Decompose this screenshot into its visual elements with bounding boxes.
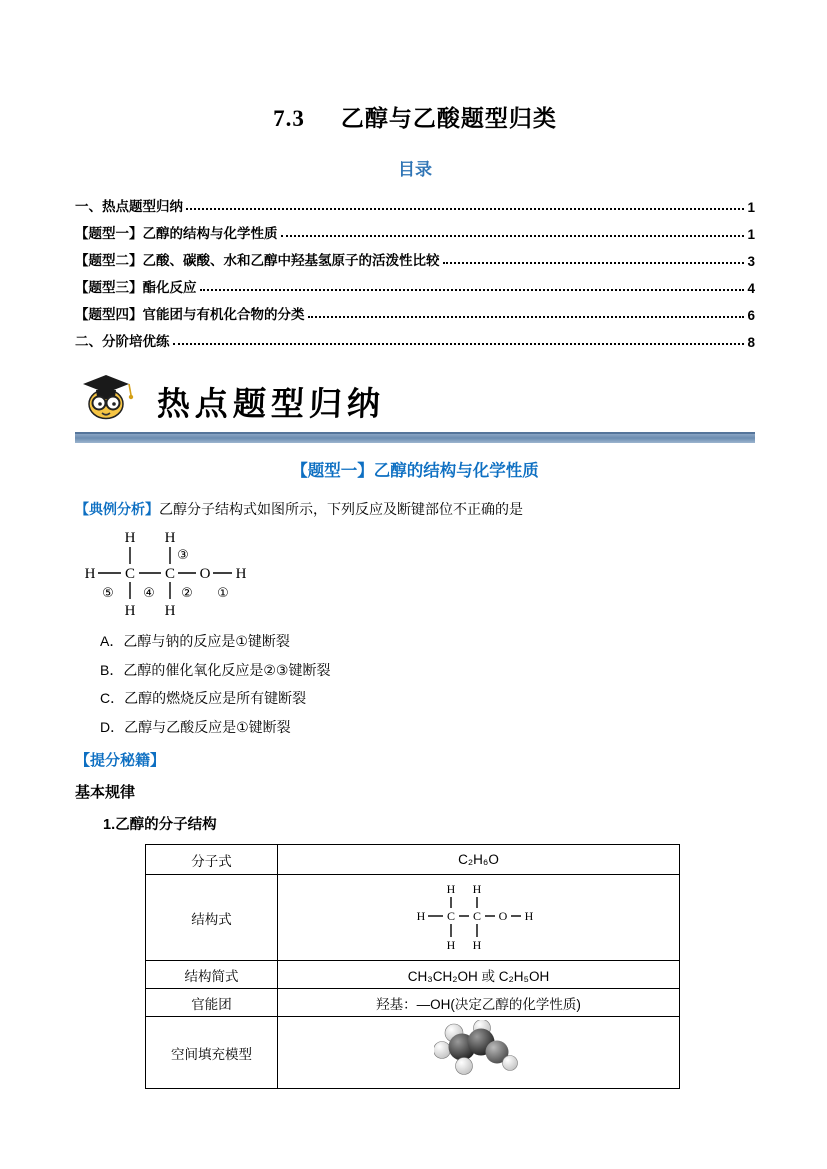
toc-item-label: 【题型二】乙酸、碳酸、水和乙醇中羟基氢原子的活泼性比较	[75, 253, 440, 268]
section-title-text: 乙醇与乙酸题型归类	[340, 106, 557, 131]
table-row	[146, 845, 680, 875]
atom-h: H	[164, 603, 176, 618]
option-c: C．乙醇的燃烧反应是所有键断裂	[100, 690, 307, 706]
answer-options	[75, 627, 755, 741]
molecular-formula-value: C₂H₆O	[278, 845, 680, 875]
atom-c: C	[446, 909, 456, 923]
toc-item-label: 【题型三】酯化反应	[75, 280, 197, 295]
option-b: B．乙醇的催化氧化反应是②③键断裂	[100, 661, 331, 678]
toc-item-label: 二、分阶培优练	[75, 334, 170, 349]
bond-number-5: ⑤	[102, 586, 114, 601]
atom-c: C	[472, 909, 482, 923]
atom-h: H	[164, 530, 176, 546]
row-label-structural-formula: 结构式	[146, 875, 278, 961]
toc-leader-dots	[308, 316, 745, 318]
rule-item-heading: 1.乙醇的分子结构	[103, 817, 217, 833]
atom-h: H	[524, 909, 534, 923]
functional-group-value: 羟基：—OH(决定乙醇的化学性质)	[278, 989, 680, 1017]
toc-page-number: 1	[747, 227, 755, 242]
bond-number-1: ①	[217, 586, 229, 601]
ethanol-structure-table	[145, 844, 680, 1089]
bond-number-3: ③	[177, 548, 189, 563]
table-row	[146, 989, 680, 1017]
toc-page-number: 6	[747, 308, 755, 323]
atom-h: H	[124, 530, 136, 546]
toc-item-label: 【题型一】乙醇的结构与化学性质	[75, 226, 278, 241]
option-a: A．乙醇与钠的反应是①键断裂	[100, 633, 290, 649]
topic-heading: 【题型一】乙醇的结构与化学性质	[291, 462, 539, 480]
table-row	[146, 875, 680, 961]
toc-item-type3[interactable]	[75, 273, 755, 300]
atom-h: H	[416, 909, 426, 923]
toc-item-type4[interactable]	[75, 300, 755, 327]
condensed-formula-value: CH₃CH₂OH 或 C₂H₅OH	[278, 961, 680, 989]
table-of-contents	[75, 192, 755, 354]
space-filling-model-cell	[278, 1017, 680, 1089]
scholar-mascot-icon	[79, 370, 137, 424]
banner-divider-bar	[75, 432, 755, 443]
tips-section-tag	[75, 749, 755, 770]
option-d: D．乙醇与乙酸反应是①键断裂	[100, 718, 291, 735]
atom-o: O	[498, 909, 508, 923]
table-row	[146, 1017, 680, 1089]
tips-tag-label: 【提分秘籍】	[75, 752, 166, 769]
toc-leader-dots	[186, 208, 744, 210]
toc-item-type1[interactable]	[75, 219, 755, 246]
bond-number-4: ④	[143, 586, 155, 601]
banner-title: 热点题型归纳	[156, 384, 386, 423]
atom-h: H	[235, 566, 247, 582]
atom-c: C	[124, 566, 136, 582]
atom-h: H	[446, 882, 456, 896]
row-label-condensed-formula: 结构简式	[146, 961, 278, 989]
section-number: 7.3	[273, 106, 305, 131]
toc-page-number: 1	[747, 200, 755, 215]
atom-h: H	[472, 938, 482, 952]
example-analysis-line	[75, 499, 755, 519]
toc-item-practice[interactable]	[75, 327, 755, 354]
toc-heading: 目录	[398, 160, 432, 179]
example-tag: 【典例分析】	[75, 501, 159, 517]
toc-page-number: 3	[747, 254, 755, 269]
row-label-functional-group: 官能团	[146, 989, 278, 1017]
ethanol-space-filling-model-icon	[434, 1020, 524, 1082]
atom-c: C	[164, 566, 176, 582]
toc-leader-dots	[200, 289, 745, 291]
atom-o: O	[199, 566, 211, 582]
table-row	[146, 961, 680, 989]
row-label-molecular-formula: 分子式	[146, 845, 278, 875]
structural-formula-cell	[278, 875, 680, 961]
atom-h: H	[124, 603, 136, 618]
ethanol-structural-formula-figure	[411, 880, 546, 952]
toc-item-label: 一、热点题型归纳	[75, 199, 183, 214]
toc-page-number: 4	[747, 281, 755, 296]
toc-leader-dots	[173, 343, 745, 345]
bond-number-2: ②	[181, 586, 193, 601]
toc-item-label: 【题型四】官能团与有机化合物的分类	[75, 307, 305, 322]
toc-leader-dots	[443, 262, 745, 264]
toc-item-hot-topics[interactable]	[75, 192, 755, 219]
atom-h: H	[446, 938, 456, 952]
section-banner	[75, 370, 755, 424]
atom-h: H	[84, 566, 96, 582]
page-title	[75, 100, 755, 133]
toc-page-number: 8	[747, 335, 755, 350]
atom-h: H	[472, 882, 482, 896]
example-question: 乙醇分子结构式如图所示，下列反应及断键部位不正确的是	[159, 501, 523, 517]
row-label-space-filling-model: 空间填充模型	[146, 1017, 278, 1089]
rule-heading: 基本规律	[75, 784, 136, 801]
ethanol-bond-diagram	[77, 523, 755, 623]
toc-leader-dots	[281, 235, 745, 237]
toc-item-type2[interactable]	[75, 246, 755, 273]
